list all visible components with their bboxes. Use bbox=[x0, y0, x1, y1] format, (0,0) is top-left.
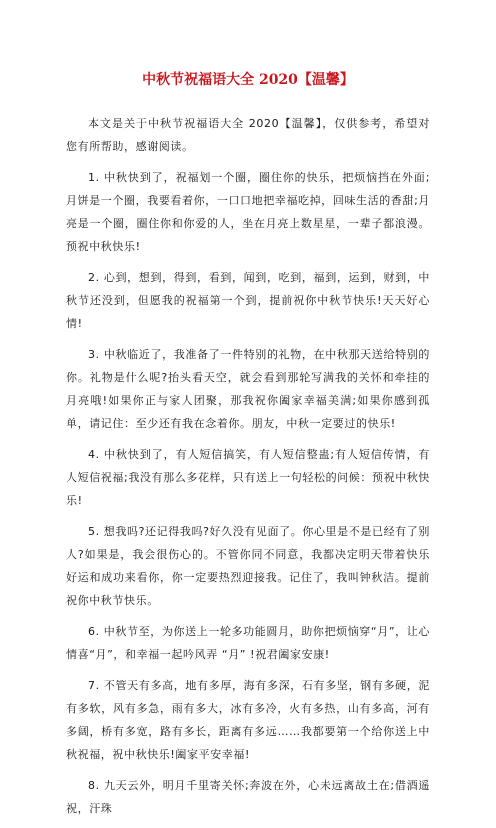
blessing-paragraph-4: 4. 中秋快到了，有人短信搞笑，有人短信整蛊;有人短信传情，有人短信祝福;我没有那么多花样，只有送上一句轻松的问候：预祝中秋快乐! bbox=[66, 448, 430, 507]
document-body bbox=[66, 112, 430, 828]
blessing-paragraph-7: 7. 不管天有多高，地有多厚，海有多深，石有多坚，钢有多硬，泥有多软，风有多急，雨有多大，冰有多冷，火有多热，山有多高，河有多阔，桥有多宽，路有多长，距离有多远……我都要第一个给你送上中秋祝福，祝中秋快乐!阖家平安幸福! bbox=[66, 679, 430, 761]
blessing-paragraph-5: 5. 想我吗?还记得我吗?好久没有见面了。你心里是不是已经有了别人?如果是，我会很伤心的。不管你同不同意，我都决定明天带着快乐好运和成功来看你，你一定要热烈迎接我。记住了，我叫钟秋洁。提前祝你中秋节快乐。 bbox=[66, 525, 430, 607]
blessing-paragraph-3: 3. 中秋临近了，我准备了一件特别的礼物，在中秋那天送给特别的你。礼物是什么呢?抬头看天空，就会看到那轮写满我的关怀和牵挂的月亮哦!如果你正与家人团聚，那我祝你阖家幸福美满;如果你感到孤单，请记住：至少还有我在念着你。朋友，中秋一定要过的快乐! bbox=[66, 348, 430, 430]
blessing-paragraph-8: 8. 九天云外，明月千里寄关怀;奔波在外，心未远离故土在;借酒遥祝，汗珠 bbox=[66, 779, 430, 815]
blessing-paragraph-2: 2. 心到，想到，得到，看到，闻到，吃到，福到，运到，财到，中秋节还没到，但愿我的祝福第一个到，提前祝你中秋节快乐!天天好心情! bbox=[66, 271, 430, 330]
intro-paragraph: 本文是关于中秋节祝福语大全 2020【温馨】，仅供参考，希望对您有所帮助，感谢阅读。 bbox=[66, 117, 430, 153]
blessing-paragraph-6: 6. 中秋节至，为你送上一轮多功能圆月，助你把烦恼穿“月”，让心情喜“月”，和幸福一起吟风弄 “月” !祝君阖家安康! bbox=[66, 625, 430, 661]
document-title: 中秋节祝福语大全 2020【温馨】 bbox=[142, 72, 354, 88]
blessing-paragraph-1: 1. 中秋快到了，祝福划一个圈，圈住你的快乐，把烦恼挡在外面;月饼是一个圈，我要看着你，一口口地把幸福吃掉，回味生活的香甜;月亮是一个圈，圈住你和你爱的人，坐在月亮上数星星，一辈子都浪漫。预祝中秋快乐! bbox=[66, 171, 430, 253]
